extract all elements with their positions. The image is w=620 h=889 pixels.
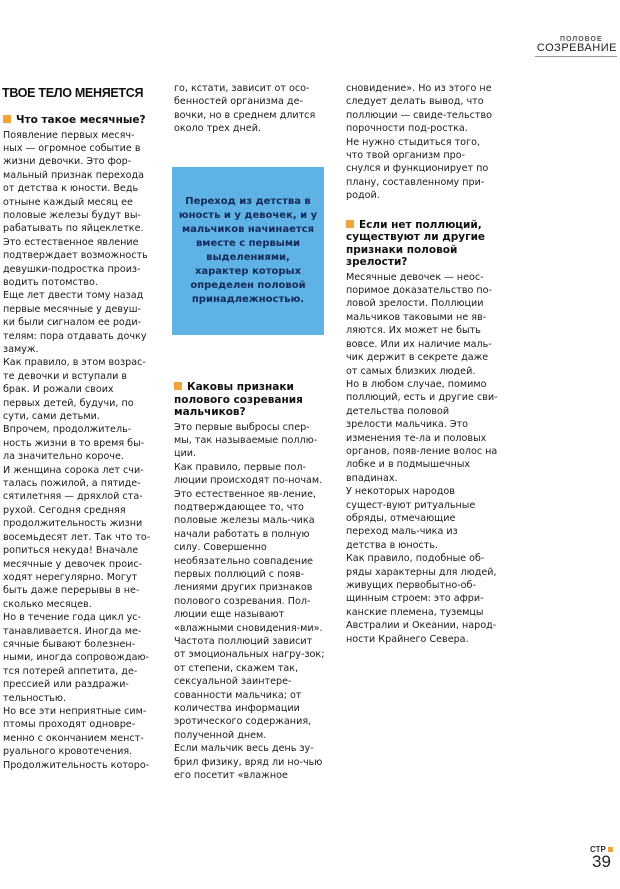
- paragraph: Как правило, в этом возрас-те девочки и вступали в брак. И рожали своих первых детей, будучи, по сути, сами детьми.: [3, 357, 146, 423]
- highlight-box-text: Переход из детства в юность и у девочек, и у мальчиков начинается вместе с первыми выделениями, характер которых определен половой принадлежностью.: [178, 196, 318, 305]
- col1-heading: Что такое месячные?: [3, 114, 151, 127]
- paragraph: Еще лет двести тому назад первые месячные у девуш-ки были сигналом ее роди-телям: пора отдавать дочку замуж.: [3, 290, 147, 355]
- highlight-box: [172, 167, 324, 335]
- column-2-lower: [174, 381, 326, 782]
- column-2: [174, 82, 326, 136]
- col2-heading: Каковы признаки полового созревания мальчиков?: [174, 381, 303, 418]
- orange-square-icon: [3, 115, 11, 123]
- paragraph: го, кстати, зависит от осо-бенностей организма де-вочки, но в среднем длится около трех дней.: [174, 83, 316, 135]
- paragraph: У некоторых народов сущест-вуют ритуальные обряды, отмечающие переход маль-чика из детства в юность.: [346, 486, 476, 551]
- col3-heading: Если нет поллюций, существуют ли другие признаки половой зрелости?: [346, 218, 486, 269]
- paragraph: Впрочем, продолжитель-ность жизни в то время бы-ла значительно короче.: [3, 424, 145, 463]
- paragraph: сновидение». Но из этого не следует делать вывод, что поллюции — свиде-тельство порочности под-ростка.: [346, 83, 493, 135]
- paragraph: И женщина сорока лет счи-талась пожилой, а пятиде-сятилетняя — дряхлой ста-рухой. Сегодня средняя продолжительность жизни восемьдесят лет. Так что то-ропиться некуда! Вначале месячные у девочек проис-ходят нерегулярно. Могут быть даже перерывы в не-сколько месяцев.: [3, 464, 151, 610]
- paragraph: Но в любом случае, помимо поллюций, есть и другие сви-детельства половой зрелости мальчика. Это изменения те-ла и половых органов, появ-ление волос на лобке и в подмышечных впадинах.: [346, 378, 498, 484]
- paragraph: Появление первых месяч-ных — огромное событие в жизни девочки. Это фор-мальный признак перехода от детства к юности. Ведь отныне каждый месяц ее половые железы будут вы-рабатывать по яйцеклетке. Это естественное явление подтверждает возможность девушки-подростка произ-водить потомство.: [3, 129, 148, 288]
- paragraph: Если мальчик весь день зу-брил физику, вряд ли но-чью его посетит «влажное: [174, 743, 323, 782]
- paragraph: Это первые выбросы спер-мы, так называемые поллю-ции.: [174, 421, 318, 460]
- paragraph: Как правило, первые пол-люции происходят по-ночам. Это естественное яв-ление, подтверждающее то, что половые железы маль-чика начали работать в полную силу. Совершенно необязательно совпадение первых поллюций с появ-лениями других признаков полового созревания. Пол-люции еще называют «влажными сновидения-ми».: [174, 461, 323, 634]
- section-title: ТВОЕ ТЕЛО МЕНЯЕТСЯ: [2, 86, 144, 100]
- paragraph: Но все эти неприятные сим-птомы проходят одновре-менно с окончанием менст-руального кровотечения. Продолжительность которо-: [3, 705, 150, 771]
- header-top-label: ПОЛОВОЕ: [560, 36, 603, 43]
- paragraph: Месячные девочек — неос-поримое доказательство по-ловой зрелости. Поллюции мальчиков таковыми не яв-ляются. Их может не быть вовсе. Или их наличие маль-чик держит в секрете даже от самых близких людей.: [346, 271, 493, 377]
- page-label: СТР: [590, 845, 613, 854]
- paragraph: Но в течение года цикл ус-танавливается. Иногда ме-сячные бывают болезнен-ными, иногда сопровождаю-тся потерей аппетита, де-прессией или раздражи-тельностью.: [3, 612, 149, 704]
- header-title: СОЗРЕВАНИЕ: [535, 42, 617, 57]
- paragraph: Частота поллюций зависит от эмоциональных нагру-зок; от степени, скажем так, сексуальной заинтере-сованности мальчика; от количества информации эротического содержания, полученной днем.: [174, 636, 325, 741]
- paragraph: Не нужно стыдиться того, что твой организм про-снулся и функционирует по плану, составленному при-родой.: [346, 136, 489, 202]
- page-number: 39: [592, 852, 611, 871]
- column-3: [346, 82, 498, 646]
- orange-square-icon: [174, 382, 182, 390]
- paragraph: Как правило, подобные об-ряды характерны для людей, живущих первобытно-об-щинным строем: это афри-канские племена, туземцы Австралии и Океании, народ-ности Крайнего Севера.: [346, 553, 497, 645]
- orange-square-icon: [346, 220, 354, 228]
- column-1: [3, 114, 151, 772]
